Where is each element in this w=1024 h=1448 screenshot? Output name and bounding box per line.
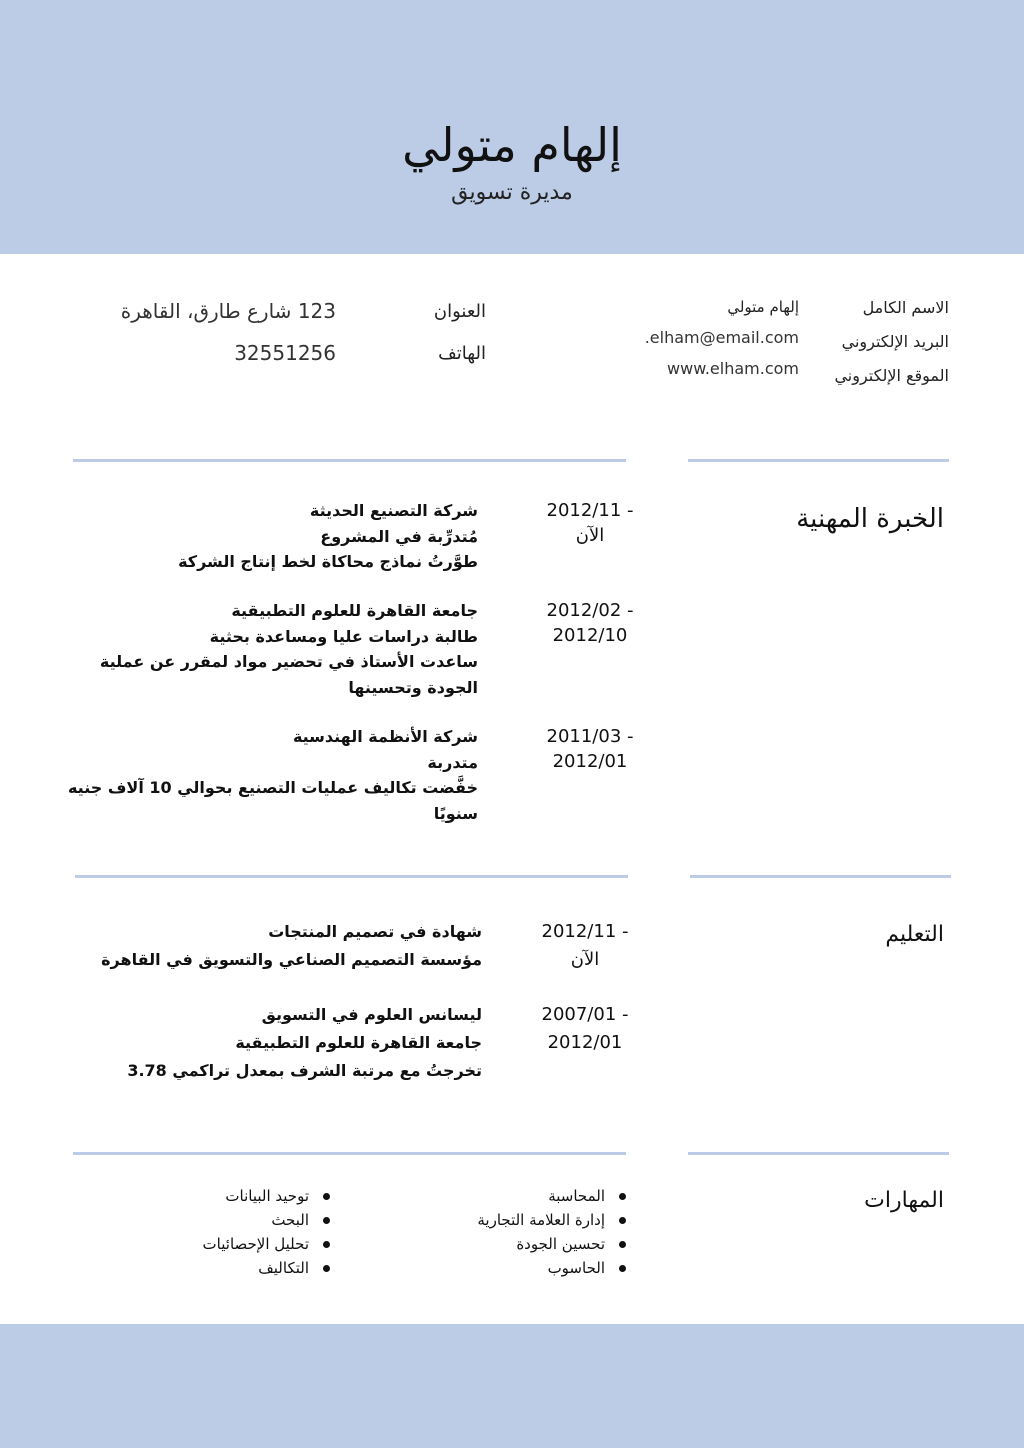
experience-entry: جامعة القاهرة للعلوم التطبيقية طالبة دراسات عليا ومساعدة بحثية ساعدت الأستاذ في تحضير مواد لمقرر عن عملية الجودة وتحسينها [99, 601, 478, 697]
education-entry: ليسانس العلوم في التسويق جامعة القاهرة للعلوم التطبيقية تخرجتُ مع مرتبة الشرف بمعدل تراكمي 3.78 [127, 1005, 482, 1080]
skill-item: تحسين الجودة [516, 1235, 626, 1253]
skill-item: إدارة العلامة التجارية [477, 1211, 626, 1229]
education-date: 2007/01 - 2012/01 [541, 1004, 629, 1053]
divider [690, 875, 951, 878]
education-heading: التعليم [885, 922, 944, 947]
full-name-value: إلهام متولي [727, 298, 799, 316]
education-date: 2012/11 - الآن [541, 921, 629, 970]
phone-label: الهاتف [438, 343, 486, 364]
experience-entry: شركة الأنظمة الهندسية متدربة خفَّضت تكاليف عمليات التصنيع بحوالي 10 آلاف جنيه سنويًا [67, 727, 478, 823]
divider [75, 875, 628, 878]
candidate-name: إلهام متولي [402, 118, 622, 172]
bullet-icon [619, 1241, 626, 1248]
experience-entry: شركة التصنيع الحديثة مُتدرِّبة في المشروع طوَّرتُ نماذج محاكاة لخط إنتاج الشركة [178, 501, 478, 571]
candidate-title: مديرة تسويق [451, 180, 573, 205]
divider [73, 459, 626, 462]
skill-item: تحليل الإحصائيات [203, 1235, 330, 1253]
skill-item: المحاسبة [548, 1187, 626, 1205]
experience-date: 2011/03 - 2012/01 [546, 726, 634, 772]
bullet-icon [619, 1217, 626, 1224]
skill-item: توحيد البيانات [225, 1187, 330, 1205]
experience-date: 2012/11 - الآن [546, 500, 634, 546]
email-value: .elham@email.com [644, 328, 799, 347]
phone-value: 32551256 [234, 341, 336, 365]
website-value: www.elham.com [667, 359, 799, 378]
address-value: 123 شارع طارق، القاهرة [120, 299, 336, 323]
website-label: الموقع الإلكتروني [834, 366, 949, 385]
footer-band [0, 1324, 1024, 1448]
divider [73, 1152, 626, 1155]
email-label: البريد الإلكتروني [841, 332, 949, 351]
bullet-icon [323, 1193, 330, 1200]
bullet-icon [323, 1241, 330, 1248]
skill-item: البحث [271, 1211, 330, 1229]
skills-heading: المهارات [864, 1188, 944, 1213]
bullet-icon [323, 1217, 330, 1224]
divider [688, 1152, 949, 1155]
skill-item: التكاليف [258, 1259, 330, 1277]
full-name-label: الاسم الكامل [862, 298, 949, 317]
bullet-icon [619, 1193, 626, 1200]
skill-item: الحاسوب [548, 1259, 626, 1277]
education-entry: شهادة في تصميم المنتجات مؤسسة التصميم الصناعي والتسويق في القاهرة [101, 922, 482, 969]
bullet-icon [619, 1265, 626, 1272]
divider [688, 459, 949, 462]
bullet-icon [323, 1265, 330, 1272]
experience-heading: الخبرة المهنية [796, 504, 944, 534]
address-label: العنوان [433, 301, 486, 322]
experience-date: 2012/02 - 2012/10 [546, 600, 634, 646]
